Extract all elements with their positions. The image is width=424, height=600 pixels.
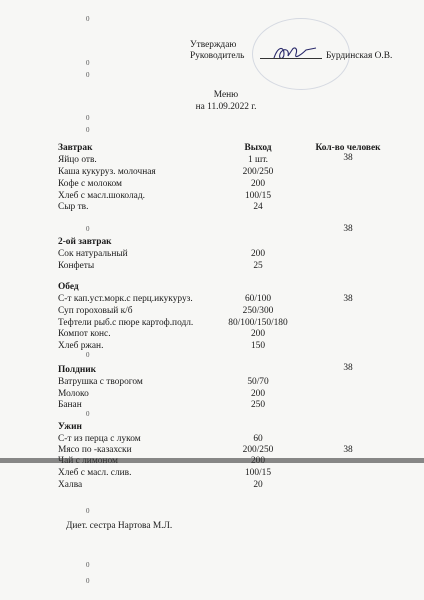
people-count: 38: [343, 224, 353, 234]
signature-line: [260, 58, 322, 59]
section-title-second-breakfast: 2-ой завтрак: [58, 237, 112, 247]
dish-output: 25: [253, 261, 263, 271]
dish-output: 50/70: [247, 377, 269, 387]
dish-output: 100/15: [244, 468, 272, 478]
dish-name: Сок натуральный: [58, 249, 128, 259]
dish-output: 150: [250, 341, 266, 351]
dish-name: Банан: [58, 400, 82, 410]
dish-output: 200: [250, 249, 266, 259]
people-count: 38: [343, 153, 353, 163]
scan-mark: 0: [86, 15, 90, 23]
scan-mark: 0: [86, 126, 90, 134]
dish-name: Яйцо отв.: [58, 155, 97, 165]
scan-mark: 0: [86, 114, 90, 122]
dish-output: 200: [250, 179, 266, 189]
position-label: Руководитель: [190, 51, 245, 61]
dish-output: 24: [253, 202, 263, 212]
scan-mark: 0: [86, 561, 90, 569]
dish-name: Каша кукуруз. молочная: [58, 167, 156, 177]
dish-name: Хлеб с масл.шоколад.: [58, 191, 145, 201]
scan-mark: 0: [86, 507, 90, 515]
column-header-people: Кол-во человек: [315, 143, 381, 153]
people-count: 38: [343, 445, 353, 455]
scan-mark: 0: [86, 577, 90, 585]
scan-smear: [0, 458, 424, 463]
dish-name: Кофе с молоком: [58, 179, 122, 189]
section-title-lunch: Обед: [58, 282, 79, 292]
dish-name: Хлеб ржан.: [58, 341, 104, 351]
dish-output: 200/250: [242, 167, 274, 177]
dish-name: Халва: [58, 480, 83, 490]
scan-mark: 0: [86, 59, 90, 67]
dish-name: Конфеты: [58, 261, 95, 271]
section-title-breakfast: Завтрак: [58, 143, 93, 153]
dish-name: Ватрушка с творогом: [58, 377, 143, 387]
dish-name: Тефтели рыб.с пюре картоф.подл.: [58, 318, 194, 328]
scan-mark: 0: [86, 225, 90, 233]
dish-output: 60/100: [244, 294, 272, 304]
menu-date: на 11.09.2022 г.: [195, 102, 257, 112]
director-name: Бурдинская О.В.: [326, 51, 393, 61]
dish-output: 200: [250, 389, 266, 399]
scan-mark: 0: [86, 71, 90, 79]
dietitian-signature-line: Диет. сестра Нартова М.Л.: [66, 521, 173, 531]
dish-output: 200/250: [242, 445, 274, 455]
dish-name: С-т кап.уст.морк.с перц.икукуруз.: [58, 294, 193, 304]
dish-output: 100/15: [244, 191, 272, 201]
dish-output: 250: [250, 400, 266, 410]
dish-name: Мясо по -казахски: [58, 445, 132, 455]
dish-name: Сыр тв.: [58, 202, 89, 212]
scan-mark: 0: [86, 410, 90, 418]
dish-name: Суп гороховый к/б: [58, 306, 133, 316]
dish-name: Молоко: [58, 389, 89, 399]
dish-output: 200: [250, 329, 266, 339]
people-count: 38: [343, 363, 353, 373]
dish-output: 20: [253, 480, 263, 490]
column-header-output: Выход: [244, 143, 272, 153]
dish-output: 1 шт.: [248, 155, 268, 165]
approve-label: Утверждаю: [190, 40, 237, 50]
dish-output: 250/300: [242, 306, 274, 316]
section-title-afternoon-snack: Полдник: [58, 365, 97, 375]
menu-title: Меню: [213, 90, 239, 100]
people-count: 38: [343, 294, 353, 304]
signature: [272, 44, 320, 64]
dish-name: С-т из перца с луком: [58, 434, 141, 444]
dish-name: Хлеб с масл. слив.: [58, 468, 132, 478]
scan-mark: 0: [86, 351, 90, 359]
section-title-dinner: Ужин: [58, 422, 82, 432]
dish-output: 60: [253, 434, 263, 444]
dish-name: Компот конс.: [58, 329, 111, 339]
dish-output: 80/100/150/180: [228, 318, 288, 328]
